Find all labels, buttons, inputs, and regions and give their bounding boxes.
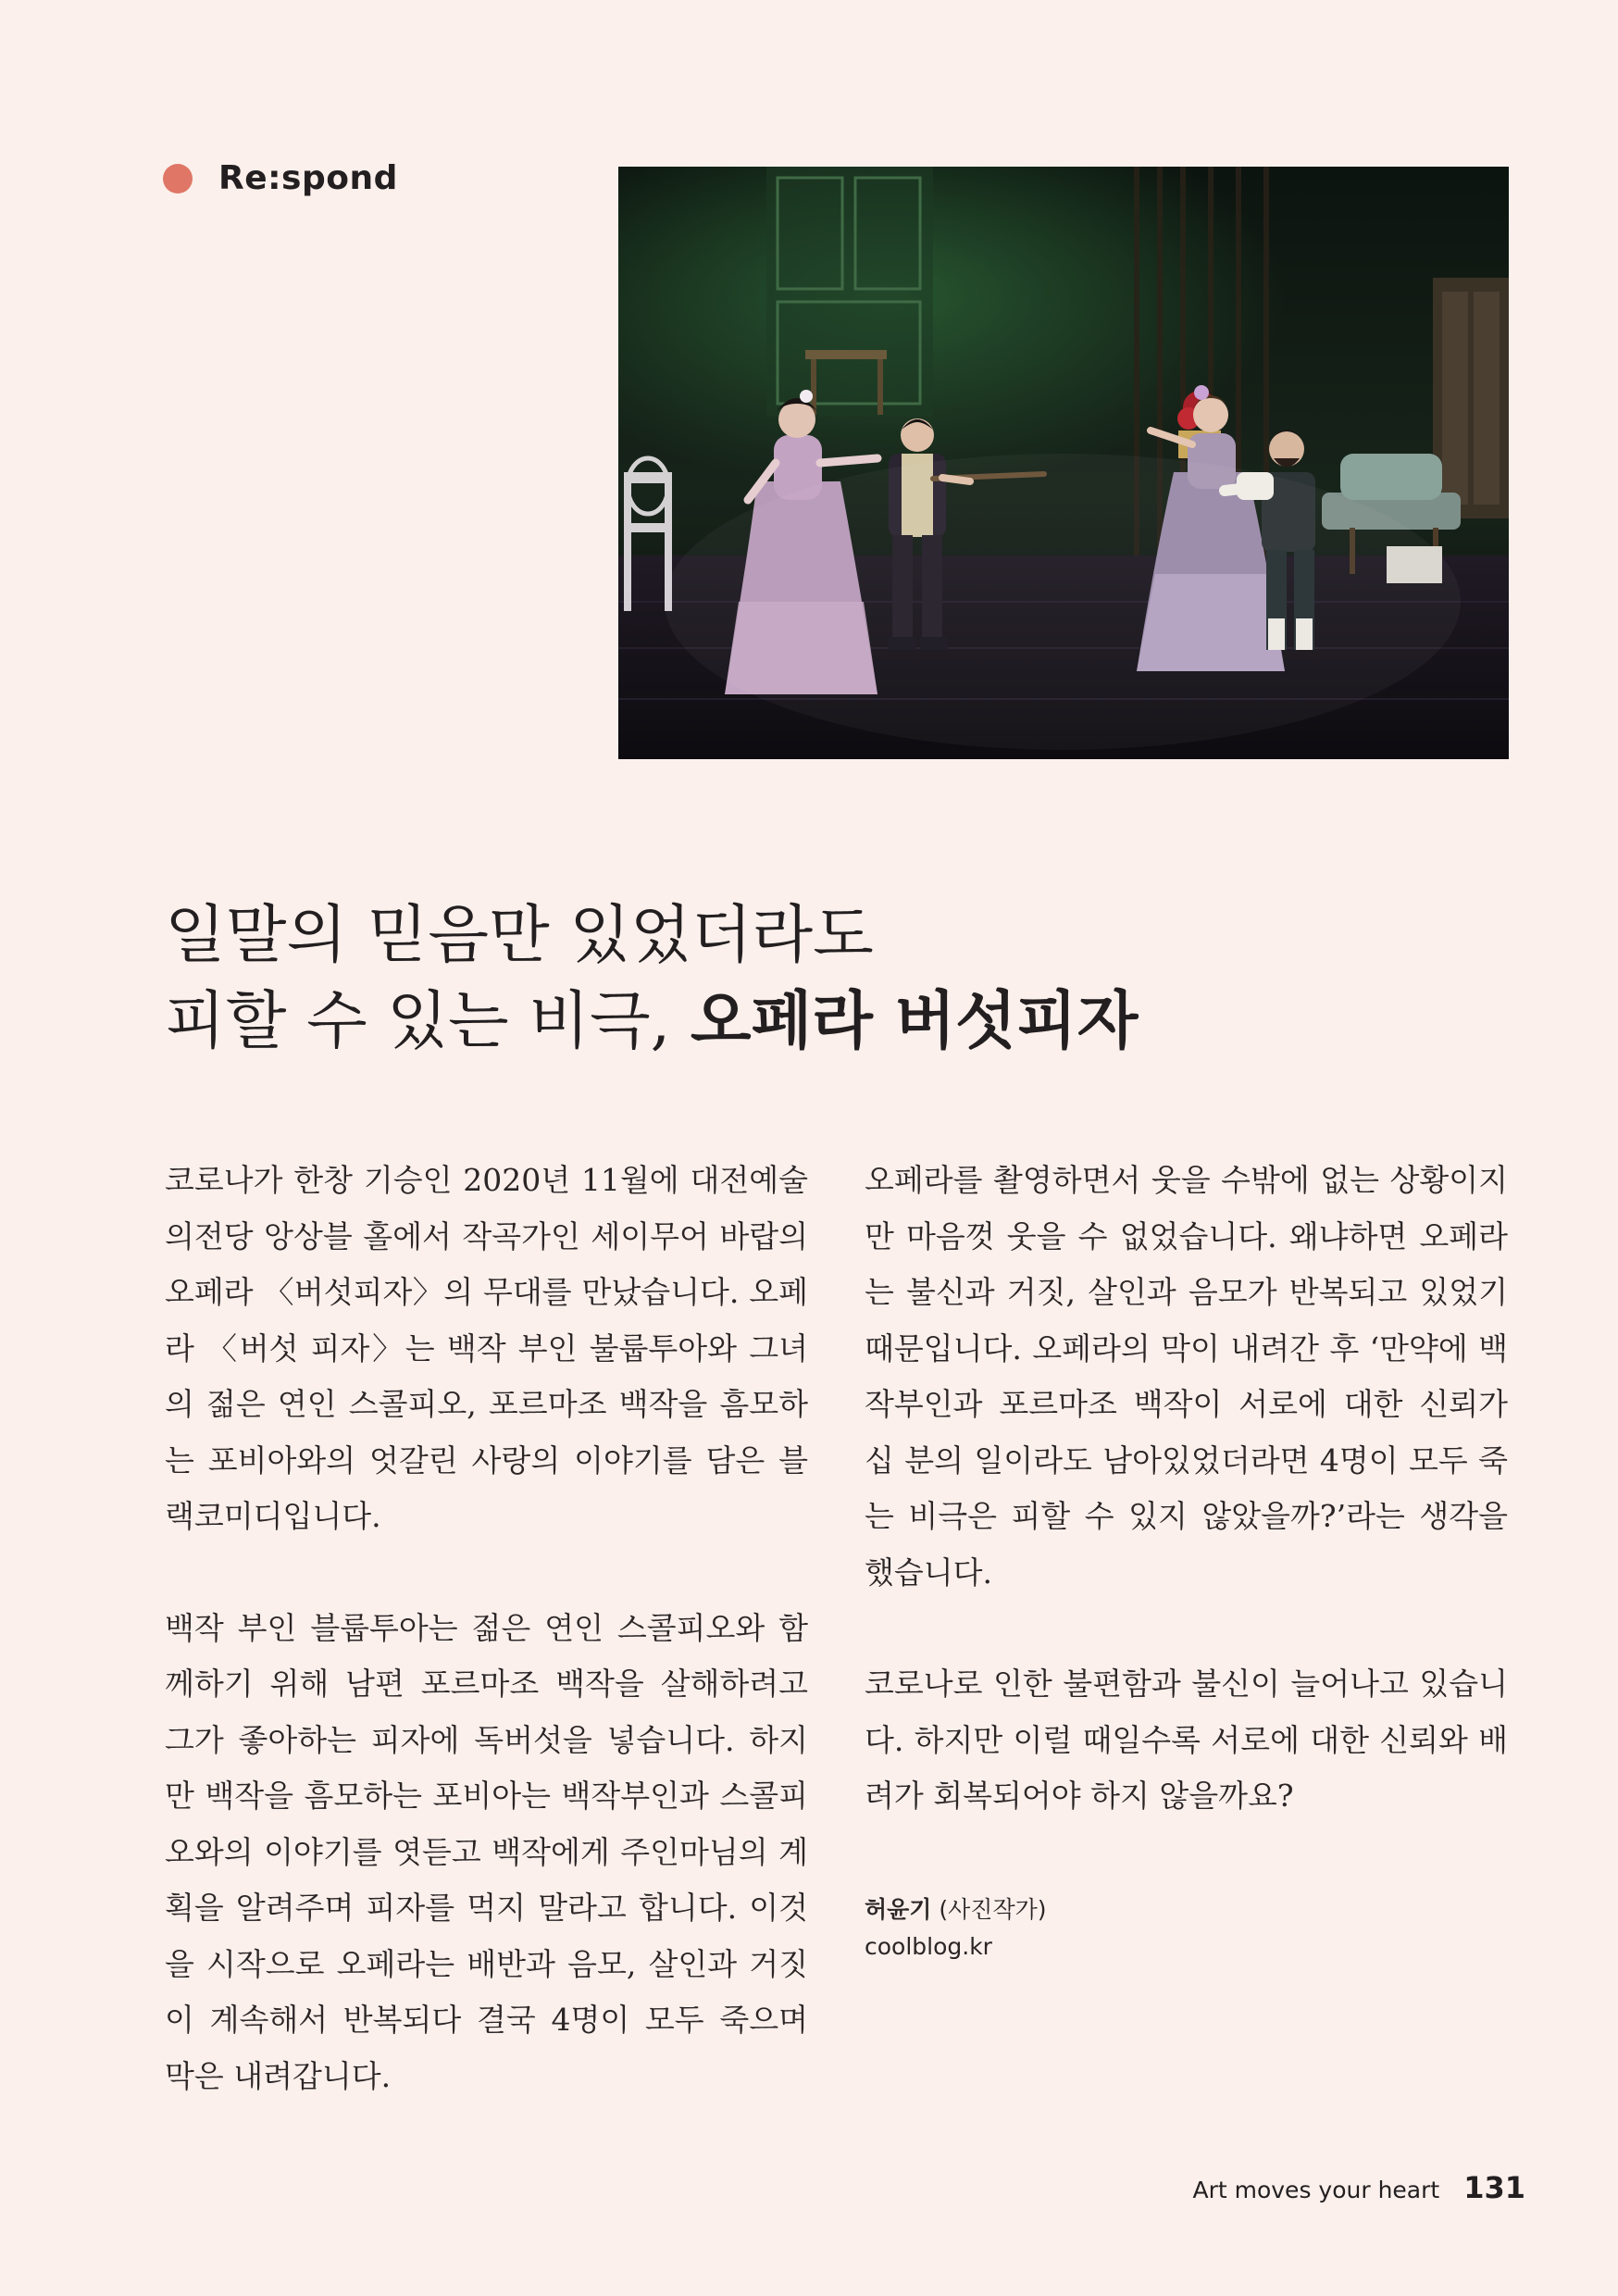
page-number: 131	[1463, 2170, 1525, 2205]
article-paragraph: 오페라를 촬영하면서 웃을 수밖에 없는 상황이지만 마음껏 웃을 수 없었습니다. 왜냐하면 오페라는 불신과 거짓, 살인과 음모가 반복되고 있었기 때문입니다. 오페라의 막이 내려간 후 ‘만약에 백작부인과 포르마조 백작이 서로에 대한 신뢰가 십 분의 일이라도 남아있었더라면 4명이 모두 죽는 비극은 피할 수 있지 않았을까?’라는 생각을 했습니다.	[865, 1162, 1508, 1591]
article-column-right	[865, 1153, 1508, 1965]
article-headline	[165, 893, 1461, 1065]
article-paragraph: 코로나가 한창 기승인 2020년 11월에 대전예술의전당 앙상블 홀에서 작곡가인 세이무어 바랍의 오페라 〈버섯피자〉의 무대를 만났습니다. 오페라 〈버섯 피자〉는 백작 부인 불룹투아와 그녀의 젊은 연인 스콜피오, 포르마조 백작을 흠모하는 포비아와의 엇갈린 사랑의 이야기를 담은 블랙코미디입니다.	[165, 1162, 808, 1534]
credit-site: coolblog.kr	[865, 1932, 992, 1960]
section-label: Re:spond	[218, 159, 398, 197]
headline-line-2-plain: 피할 수 있는 비극,	[165, 985, 691, 1058]
section-dot-icon	[163, 164, 193, 193]
article-paragraph: 코로나로 인한 불편함과 불신이 늘어나고 있습니다. 하지만 이럴 때일수록 서로에 대한 신뢰와 배려가 회복되어야 하지 않을까요?	[865, 1666, 1508, 1814]
opera-stage-illustration	[618, 167, 1509, 759]
page-footer	[1192, 2170, 1525, 2205]
credit-role: (사진작가)	[939, 1895, 1047, 1923]
article-paragraph: 백작 부인 블룹투아는 젊은 연인 스콜피오와 함께하기 위해 남편 포르마조 백작을 살해하려고 그가 좋아하는 피자에 독버섯을 넣습니다. 하지만 백작을 흠모하는 포비아는 백작부인과 스콜피오와의 이야기를 엿듣고 백작에게 주인마님의 계획을 알려주며 피자를 먹지 말라고 합니다. 이것을 시작으로 오페라는 배반과 음모, 살인과 거짓이 계속해서 반복되다 결국 4명이 모두 죽으며 막은 내려갑니다.	[165, 1609, 808, 2094]
credit-name: 허윤기	[865, 1895, 932, 1923]
article-column-left	[165, 1153, 808, 2104]
section-tag	[163, 159, 398, 197]
footer-slogan: Art moves your heart	[1192, 2177, 1440, 2203]
photographer-credit	[865, 1891, 1508, 1965]
headline-line-2-bold: 오페라 버섯피자	[690, 984, 1139, 1058]
headline-line-1: 일말의 믿음만 있었더라도	[165, 899, 874, 972]
opera-stage-photo	[618, 167, 1509, 759]
